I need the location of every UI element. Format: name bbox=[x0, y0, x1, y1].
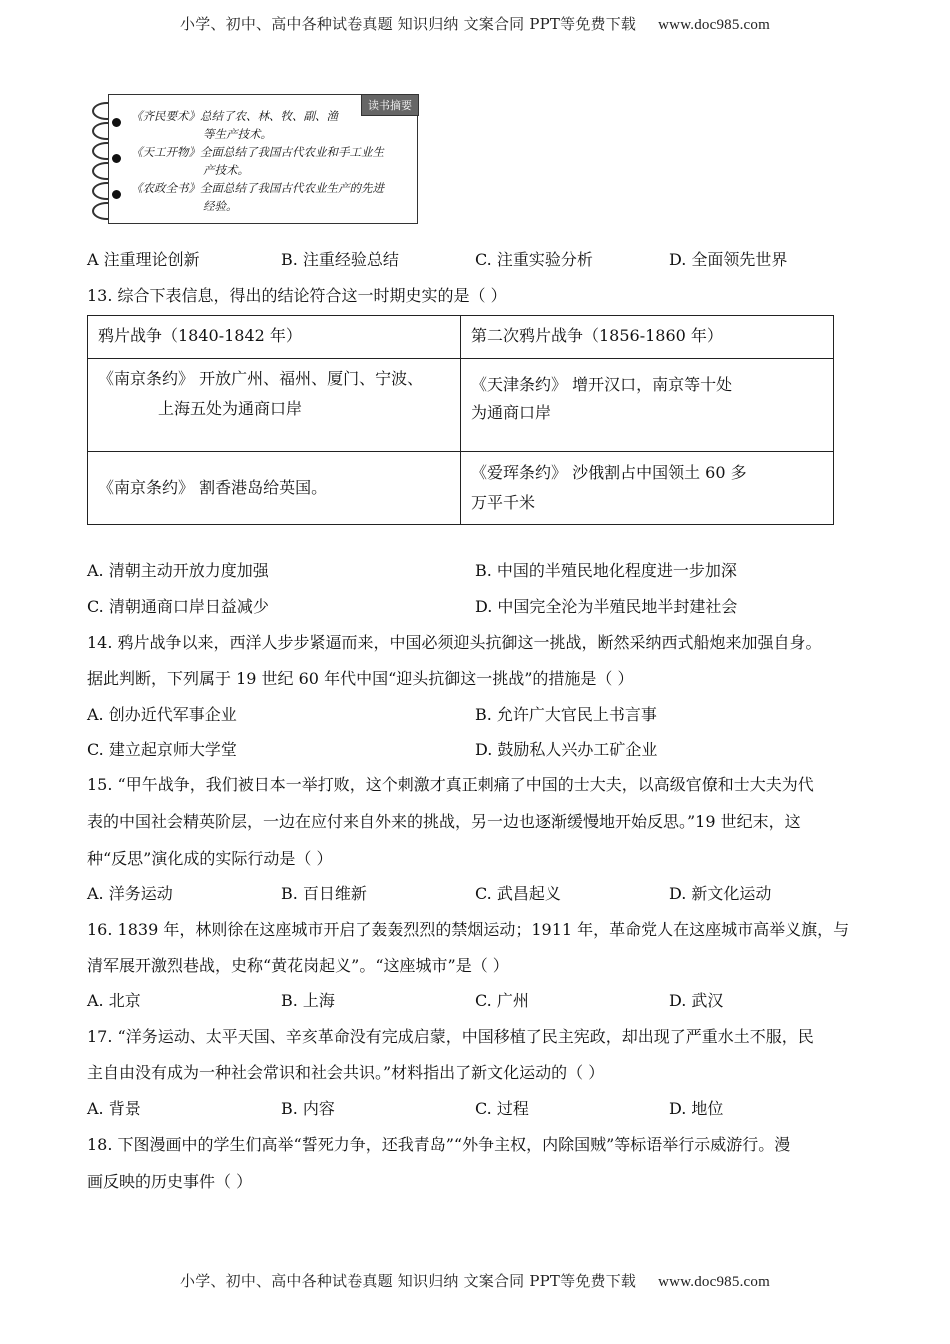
q17-stem-line: 17. “洋务运动、太平天国、辛亥革命没有完成启蒙，中国移植了民主宪政，却出现了严重水土不服，民 bbox=[87, 1027, 814, 1046]
q12-option-b[interactable]: B. 注重经验总结 bbox=[281, 250, 399, 269]
q16-stem-line: 清军展开激烈巷战，史称“黄花岗起义”。“这座城市”是（ ） bbox=[87, 956, 509, 975]
q16-option-d[interactable]: D. 武汉 bbox=[669, 991, 724, 1010]
note-line: 等生产技术。 bbox=[203, 127, 272, 141]
q12-option-a[interactable]: A 注重理论创新 bbox=[87, 250, 200, 269]
q15-stem-line: 表的中国社会精英阶层，一边在应付来自外来的挑战，另一边也逐渐缓慢地开始反思。”19 世纪末，这 bbox=[87, 812, 801, 831]
q16-option-b[interactable]: B. 上海 bbox=[281, 991, 335, 1010]
cell-text: 为通商口岸 bbox=[471, 403, 552, 422]
q17-option-c[interactable]: C. 过程 bbox=[475, 1099, 529, 1118]
q14-stem-line: 据此判断，下列属于 19 世纪 60 年代中国“迎头抗御这一挑战”的措施是（ ） bbox=[87, 669, 634, 688]
reading-notes-figure bbox=[92, 80, 422, 230]
q12-option-c[interactable]: C. 注重实验分析 bbox=[475, 250, 593, 269]
cell-text: 《南京条约》 开放广州、福州、厦门、宁波、 bbox=[98, 369, 424, 388]
q15-option-c[interactable]: C. 武昌起义 bbox=[475, 884, 561, 903]
q13-option-a[interactable]: A. 清朝主动开放力度加强 bbox=[87, 561, 269, 580]
q16-option-c[interactable]: C. 广州 bbox=[475, 991, 529, 1010]
q15-option-a[interactable]: A. 洋务运动 bbox=[87, 884, 173, 903]
note-line: 《农政全书》全面总结了我国古代农业生产的先进 bbox=[131, 181, 384, 195]
table-row bbox=[88, 359, 834, 452]
q17-stem-line: 主自由没有成为一种社会常识和社会共识。”材料指出了新文化运动的（ ） bbox=[87, 1063, 605, 1082]
note-line: 《齐民要术》总结了农、林、牧、副、渔 bbox=[131, 109, 338, 123]
q15-option-b[interactable]: B. 百日维新 bbox=[281, 884, 367, 903]
header-site-link[interactable]: www.doc985.com bbox=[658, 17, 770, 33]
q18-stem-line: 18. 下图漫画中的学生们高举“誓死力争，还我青岛”“外争主权，内除国贼”等标语举行示威游行。漫 bbox=[87, 1135, 791, 1154]
page-footer bbox=[0, 1270, 950, 1291]
table-cell bbox=[461, 359, 834, 452]
q14-option-d[interactable]: D. 鼓励私人兴办工矿企业 bbox=[475, 740, 658, 759]
header-text: 小学、初中、高中各种试卷真题 知识归纳 文案合同 PPT等免费下载 bbox=[180, 15, 637, 33]
page-header bbox=[0, 13, 950, 34]
q13-option-b[interactable]: B. 中国的半殖民地化程度进一步加深 bbox=[475, 561, 737, 580]
q17-option-b[interactable]: B. 内容 bbox=[281, 1099, 335, 1118]
q12-option-d[interactable]: D. 全面领先世界 bbox=[669, 250, 788, 269]
note-line: 产技术。 bbox=[203, 163, 249, 177]
q17-option-a[interactable]: A. 背景 bbox=[87, 1099, 141, 1118]
bullet-dot bbox=[112, 118, 121, 127]
q13-option-c[interactable]: C. 清朝通商口岸日益减少 bbox=[87, 597, 269, 616]
note-tag: 读书摘要 bbox=[361, 94, 419, 116]
q13-stem: 13. 综合下表信息，得出的结论符合这一时期史实的是（ ） bbox=[87, 286, 507, 305]
table-row bbox=[88, 452, 834, 525]
q14-stem-line: 14. 鸦片战争以来，西洋人步步紧逼而来，中国必须迎头抗御这一挑战，断然采纳西式船炮来加强自身。 bbox=[87, 633, 822, 652]
table-header-cell: 鸦片战争（1840-1842 年） bbox=[88, 316, 461, 359]
cell-text: 《爱珲条约》 沙俄割占中国领土 60 多 bbox=[471, 463, 747, 482]
q15-stem-line: 种“反思”演化成的实际行动是（ ） bbox=[87, 849, 333, 868]
q14-option-c[interactable]: C. 建立起京师大学堂 bbox=[87, 740, 237, 759]
note-line: 经验。 bbox=[203, 199, 238, 213]
note-line: 《天工开物》全面总结了我国古代农业和手工业生 bbox=[131, 145, 384, 159]
cell-text: 《天津条约》 增开汉口，南京等十处 bbox=[471, 375, 733, 394]
q14-option-b[interactable]: B. 允许广大官民上书言事 bbox=[475, 705, 657, 724]
table-header-cell: 第二次鸦片战争（1856-1860 年） bbox=[461, 316, 834, 359]
q15-stem-line: 15. “甲午战争，我们被日本一举打败，这个刺激才真正刺痛了中国的士大夫，以高级官僚和士大夫为代 bbox=[87, 775, 814, 794]
q13-option-d[interactable]: D. 中国完全沦为半殖民地半封建社会 bbox=[475, 597, 738, 616]
note-page bbox=[108, 94, 418, 224]
cell-text: 上海五处为通商口岸 bbox=[158, 399, 303, 418]
q17-option-d[interactable]: D. 地位 bbox=[669, 1099, 724, 1118]
cell-text: 万平千米 bbox=[471, 493, 536, 512]
footer-site-link[interactable]: www.doc985.com bbox=[658, 1274, 770, 1290]
q16-stem-line: 16. 1839 年，林则徐在这座城市开启了轰轰烈烈的禁烟运动；1911 年，革命党人在这座城市高举义旗，与 bbox=[87, 920, 850, 939]
bullet-dot bbox=[112, 190, 121, 199]
q18-stem-line: 画反映的历史事件（ ） bbox=[87, 1172, 253, 1191]
table-cell bbox=[88, 359, 461, 452]
note-lines bbox=[131, 107, 384, 215]
q14-option-a[interactable]: A. 创办近代军事企业 bbox=[87, 705, 237, 724]
bullet-dot bbox=[112, 154, 121, 163]
footer-text: 小学、初中、高中各种试卷真题 知识归纳 文案合同 PPT等免费下载 bbox=[180, 1272, 637, 1290]
q16-option-a[interactable]: A. 北京 bbox=[87, 991, 141, 1010]
q13-table bbox=[87, 315, 834, 525]
table-cell: 《南京条约》 割香港岛给英国。 bbox=[88, 452, 461, 525]
table-cell bbox=[461, 452, 834, 525]
table-row bbox=[88, 316, 834, 359]
q15-option-d[interactable]: D. 新文化运动 bbox=[669, 884, 772, 903]
